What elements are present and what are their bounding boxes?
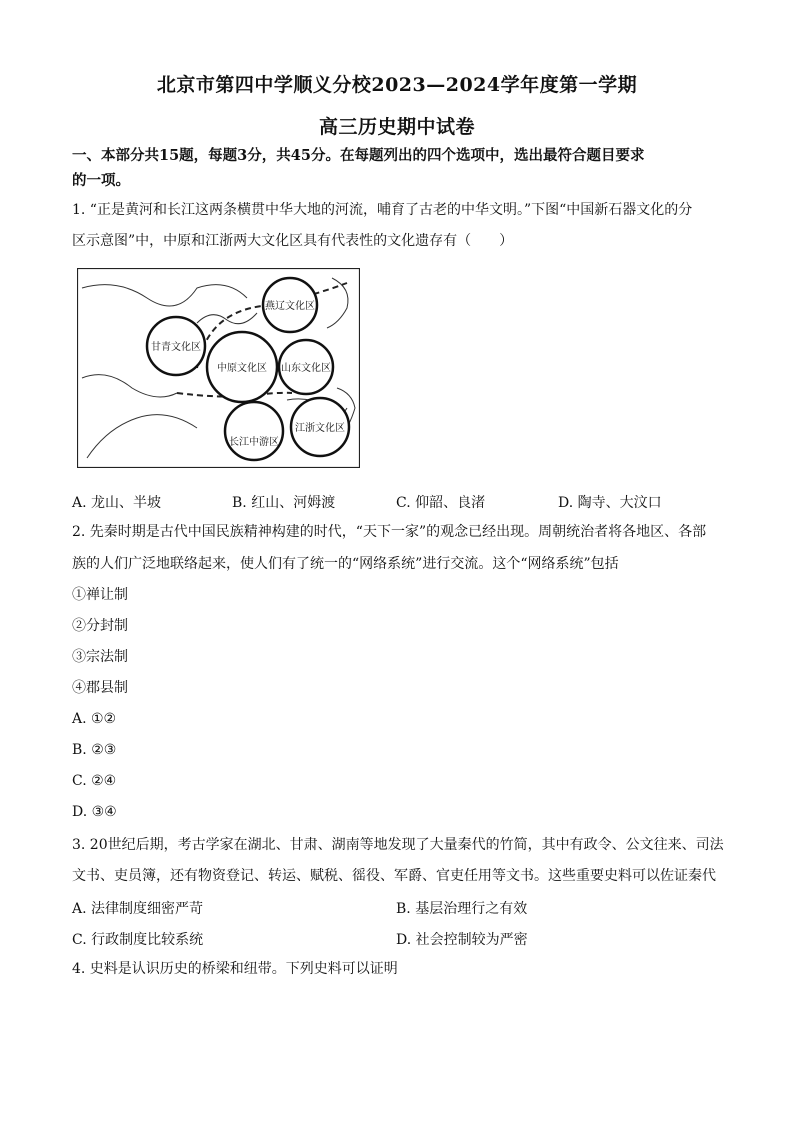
q1-option-a[interactable]: A. 龙山、半坡 — [72, 495, 162, 511]
q2-stem-line-2: 族的人们广泛地联络起来，使人们有了统一的“网络系统”进行交流。这个“网络系统”包括 — [72, 556, 619, 572]
q1-stem-line-1: 1. “正是黄河和长江这两条横贯中华大地的河流，哺育了古老的中华文明。”下图“中国新石器文化的分 — [72, 202, 693, 218]
q2-item-4: ④郡县制 — [72, 680, 128, 696]
q1-option-d[interactable]: D. 陶寺、大汶口 — [558, 495, 662, 511]
changjiang-label: 长江中游区 — [229, 437, 279, 448]
q1-stem-line-2: 区示意图”中，中原和江浙两大文化区具有代表性的文化遗存有（ ） — [72, 233, 514, 249]
q2-option-b[interactable]: B. ②③ — [72, 742, 117, 758]
q2-item-2: ②分封制 — [72, 618, 128, 634]
exam-title-school: 北京市第四中学顺义分校2023—2024学年度第一学期 — [156, 74, 638, 96]
q3-option-a[interactable]: A. 法律制度细密严苛 — [72, 901, 204, 917]
section-instruction-line-1: 一、本部分共15题，每题3分，共45分。在每题列出的四个选项中，选出最符合题目要求 — [72, 147, 645, 164]
q2-item-1: ①禅让制 — [72, 587, 128, 603]
q2-option-d[interactable]: D. ③④ — [72, 804, 117, 820]
q1-option-c[interactable]: C. 仰韶、良渚 — [396, 495, 486, 511]
q3-option-d[interactable]: D. 社会控制较为严密 — [396, 932, 528, 948]
map-svg — [77, 268, 360, 468]
jiangzhe-label: 江浙文化区 — [295, 423, 345, 434]
ganqing-label: 甘青文化区 — [151, 342, 201, 353]
changjiang-circle — [225, 402, 283, 460]
q4-stem-line-1: 4. 史料是认识历史的桥梁和纽带。下列史料可以证明 — [72, 961, 398, 977]
shandong-label: 山东文化区 — [281, 363, 331, 374]
yanliao-label: 燕辽文化区 — [265, 301, 315, 312]
q2-option-a[interactable]: A. ①② — [72, 711, 117, 727]
q2-option-c[interactable]: C. ②④ — [72, 773, 117, 789]
zhongyuan-label: 中原文化区 — [217, 363, 267, 374]
section-instruction-line-2: 的一项。 — [72, 172, 130, 189]
q3-option-b[interactable]: B. 基层治理行之有效 — [396, 901, 528, 917]
q1-option-b[interactable]: B. 红山、河姆渡 — [232, 495, 336, 511]
exam-title-subject: 高三历史期中试卷 — [318, 116, 475, 138]
neolithic-culture-map — [77, 268, 360, 468]
q2-item-3: ③宗法制 — [72, 649, 128, 665]
q3-option-c[interactable]: C. 行政制度比较系统 — [72, 932, 204, 948]
q3-stem-line-2: 文书、吏员簿，还有物资登记、转运、赋税、徭役、军爵、官吏任用等文书。这些重要史料可以佐证秦代 — [72, 868, 716, 884]
q3-stem-line-1: 3. 20世纪后期，考古学家在湖北、甘肃、湖南等地发现了大量秦代的竹简，其中有政令、公文往来、司法 — [72, 837, 724, 853]
q2-stem-line-1: 2. 先秦时期是古代中国民族精神构建的时代，“天下一家”的观念已经出现。周朝统治者将各地区、各部 — [72, 524, 707, 540]
